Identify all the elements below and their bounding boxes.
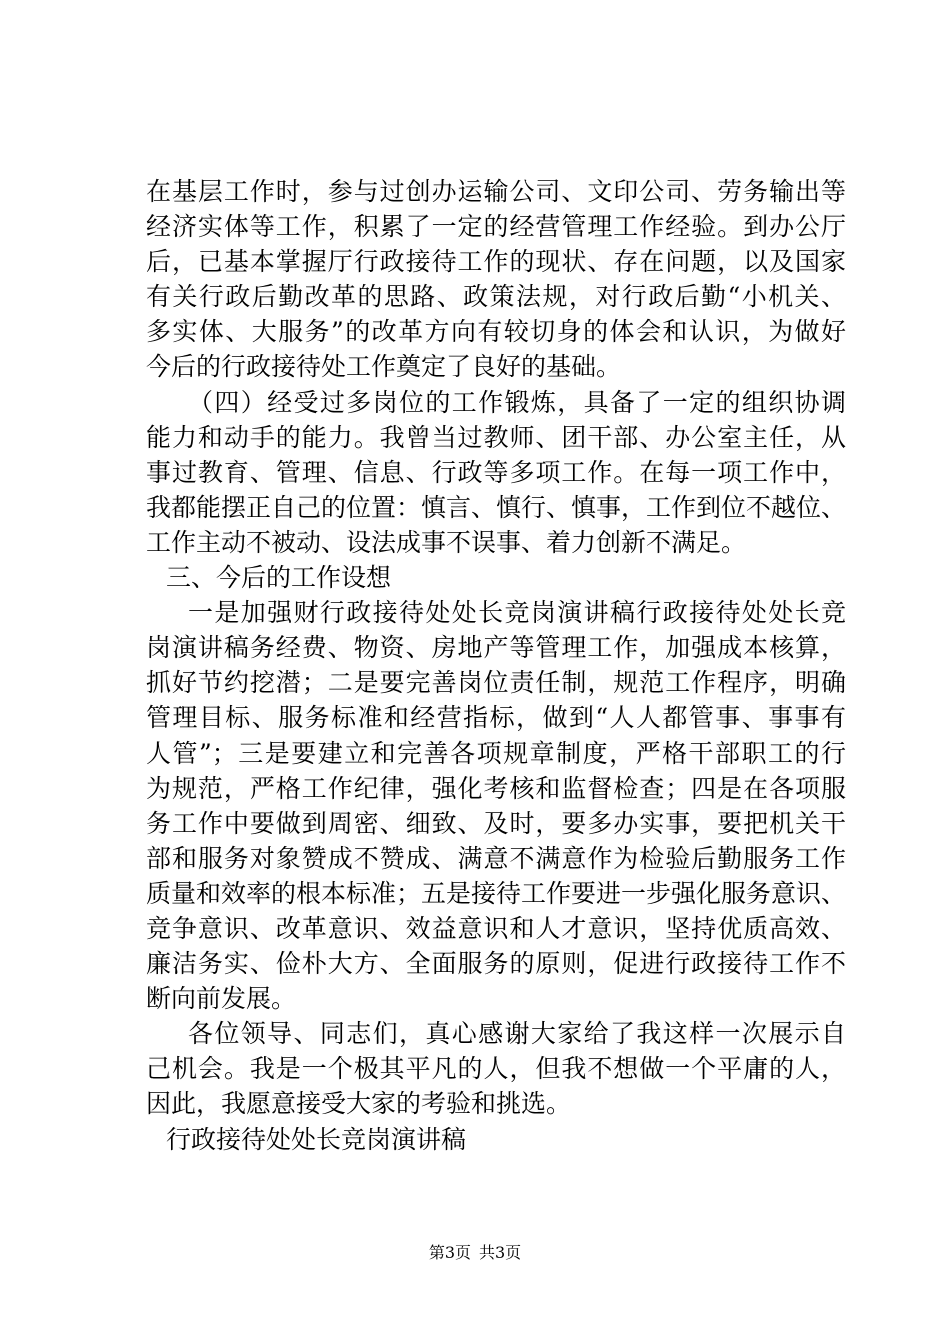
text-line: 竞争意识、改革意识、效益意识和人才意识，坚持优质高效、: [146, 913, 846, 943]
text-line: 今后的行政接待处工作奠定了良好的基础。: [146, 352, 622, 382]
text-line: 廉洁务实、俭朴大方、全面服务的原则，促进行政接待工作不: [146, 949, 846, 979]
text-line: 抓好节约挖潜；二是要完善岗位责任制，规范工作程序，明确: [146, 668, 846, 698]
text-line: 质量和效率的根本标准；五是接待工作要进一步强化服务意识、: [146, 878, 847, 908]
text-line: 能力和动手的能力。我曾当过教师、团干部、办公室主任，从: [146, 422, 846, 452]
text-line: 己机会。我是一个极其平凡的人，但我不想做一个平庸的人，: [146, 1054, 846, 1084]
text-line: 断向前发展。: [146, 984, 297, 1014]
text-line: 经济实体等工作，积累了一定的经营管理工作经验。到办公厅: [146, 212, 846, 242]
text-line: 在基层工作时，参与过创办运输公司、文印公司、劳务输出等: [146, 177, 846, 206]
text-line: 务工作中要做到周密、细致、及时，要多办实事，要把机关干: [146, 808, 846, 838]
text-line: 多实体、大服务”的改革方向有较切身的体会和认识，为做好: [146, 317, 846, 347]
page-footer: [0, 1243, 950, 1263]
text-line: 部和服务对象赞成不赞成、满意不满意作为检验后勤服务工作: [146, 843, 846, 873]
text-line: 岗演讲稿务经费、物资、房地产等管理工作，加强成本核算，: [146, 633, 846, 663]
text-line: 我都能摆正自己的位置：慎言、慎行、慎事，工作到位不越位、: [146, 492, 847, 522]
text-line: 管理目标、服务标准和经营指标，做到“人人都管事、事事有: [146, 703, 846, 733]
text-line: 工作主动不被动、设法成事不误事、着力创新不满足。: [146, 527, 747, 557]
text-line: 后，已基本掌握厅行政接待工作的现状、存在问题，以及国家: [146, 247, 846, 277]
page-number-current: 第3页: [428, 1243, 471, 1262]
text-line: 因此，我愿意接受大家的考验和挑选。: [146, 1089, 572, 1119]
text-line: 各位领导、同志们，真心感谢大家给了我这样一次展示自: [188, 1019, 846, 1049]
text-line: （四）经受过多岗位的工作锻炼，具备了一定的组织协调: [188, 387, 846, 417]
text-line: 人管”；三是要建立和完善各项规章制度，严格干部职工的行: [146, 738, 846, 768]
text-line: 事过教育、管理、信息、行政等多项工作。在每一项工作中，: [146, 457, 846, 487]
document-body: [146, 174, 846, 1157]
text-line: 有关行政后勤改革的思路、政策法规，对行政后勤“小机关、: [146, 282, 846, 312]
page-number-total: 共3页: [479, 1243, 522, 1262]
section-heading: 三、今后的工作设想: [166, 563, 392, 593]
closing-title: 行政接待处处长竞岗演讲稿: [166, 1124, 467, 1154]
text-line: 一是加强财行政接待处处长竞岗演讲稿行政接待处处长竞: [188, 598, 846, 628]
text-line: 为规范，严格工作纪律，强化考核和监督检查；四是在各项服: [146, 773, 846, 803]
